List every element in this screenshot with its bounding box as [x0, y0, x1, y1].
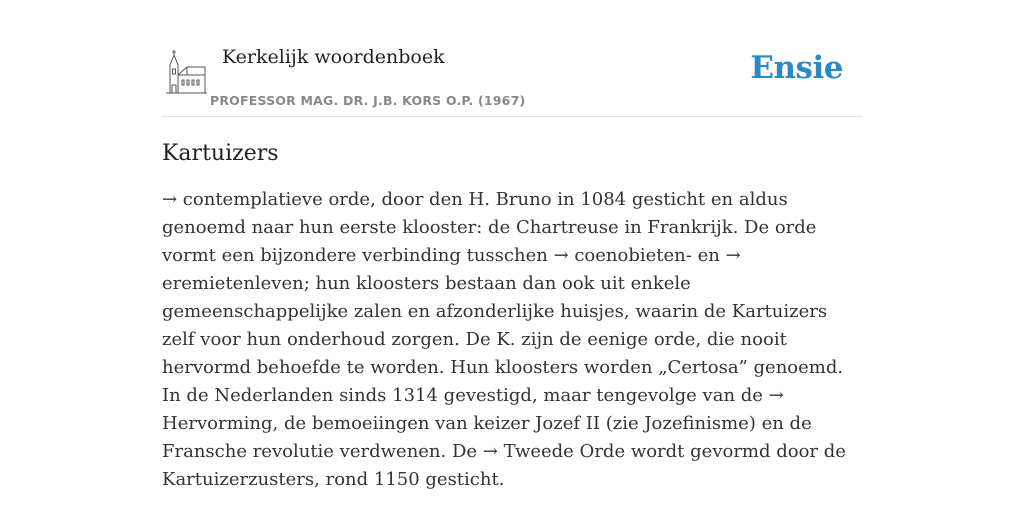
header: [162, 0, 862, 117]
xref-eremietenleven-link[interactable]: → eremietenleven: [162, 245, 741, 294]
page-container: [162, 0, 862, 494]
body-text-segment: ; hun kloosters bestaan dan ook uit enkele gemeenschappelijke zalen en afzonderlijke huisjes, waarin de Kartuizers zelf voor hun onderhoud zorgen. De K. zijn de eenige orde, die nooit hervormd behoefde te worden. Hun kloosters worden „Certosa” genoemd. In de Nederlanden sinds 1314 gevestigd, maar tengevolge van de: [162, 273, 844, 406]
church-icon: [165, 49, 207, 95]
body-text-segment: wordt gevormd door de Kartuizerzusters, rond 1150 gesticht.: [162, 441, 846, 490]
book-title-link[interactable]: Kerkelijk woordenboek: [222, 46, 445, 68]
body-text-segment: , de bemoeiingen van keizer Jozef II (zie Jozefinisme) en de Fransche revolutie verdwenen. De: [162, 413, 812, 462]
xref-hervorming-link[interactable]: → Hervorming: [162, 385, 784, 434]
xref-tweede-orde-link[interactable]: → Tweede Orde: [482, 441, 626, 462]
author-line: PROFESSOR MAG. DR. J.B. KORS O.P. (1967): [210, 93, 526, 108]
body-text-segment: - en: [685, 245, 726, 266]
xref-coenobieten-link[interactable]: → coenobieten: [553, 245, 686, 266]
entry-body: [162, 186, 862, 494]
body-text-segment: → contemplatieve orde, door den H. Bruno in 1084 gesticht en aldus genoemd naar hun eerste klooster: de Chartreuse in Frankrijk. De orde vormt een bijzondere verbinding tusschen: [162, 189, 817, 266]
entry-title: Kartuizers: [162, 141, 279, 166]
ensie-logo-link[interactable]: Ensie: [750, 50, 843, 86]
